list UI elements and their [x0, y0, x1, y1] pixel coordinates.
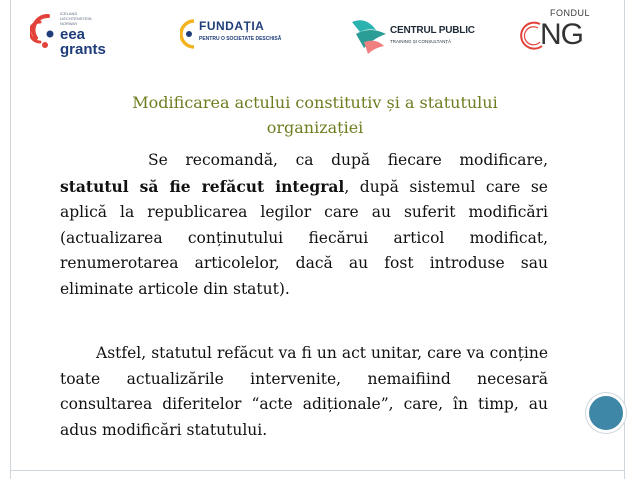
eea-grants-subtitle: ICELAND LIECHTENSTEIN NORWAY [60, 11, 92, 26]
paragraph-1-rest: , după sistemul care se aplică la republicarea legilor care au suferit modificări (actualizarea conținutului fiecărui articol modificat, renumerotarea articolelor, dacă au fost introduse sau eliminate articole din statut). [60, 177, 548, 298]
fundatia-tagline: PENTRU O SOCIETATE DESCHISĂ [199, 36, 282, 42]
fondul-label: FONDUL [550, 8, 591, 18]
title-line-2: organizației [266, 118, 364, 137]
eea-grants-logo [30, 8, 110, 64]
frame-bottom-line [10, 470, 624, 471]
centrul-public-tagline: TRAINING ȘI CONSULTANȚĂ [390, 39, 452, 44]
paragraph-1-intro: Se recomandă, ca după fiecare modificare, [148, 151, 548, 169]
decorative-circle [586, 393, 626, 433]
eea-grants-name: eea grants [60, 26, 106, 58]
paragraph-2 [60, 341, 548, 443]
fundatia-logo-icon [180, 19, 198, 49]
paragraph-2-text: Astfel, statutul refăcut va fi un act unitar, care va conține toate actualizările intervenite, nemaifiind necesară consultarea diferitelor “acte adiționale”, care, în timp, au adus modificări statutului. [60, 344, 548, 439]
fundatia-name: FUNDAȚIA [199, 19, 265, 33]
paragraph-1-bold: statutul să fie refăcut integral [60, 176, 345, 196]
centrul-public-logo [350, 12, 475, 56]
fondul-ong-logo [518, 8, 590, 56]
title-line-1: Modificarea actului constitutiv și a statutului [132, 93, 498, 112]
paragraph-1 [60, 148, 548, 302]
slide-title [60, 90, 570, 140]
centrul-public-name: CENTRUL PUBLIC [390, 25, 475, 36]
frame-left-line [10, 0, 11, 479]
fundatia-logo [180, 15, 320, 57]
ong-label: NG [540, 18, 583, 51]
bird-logo-icon [350, 12, 390, 56]
eea-grants-logo-icon [30, 12, 60, 52]
